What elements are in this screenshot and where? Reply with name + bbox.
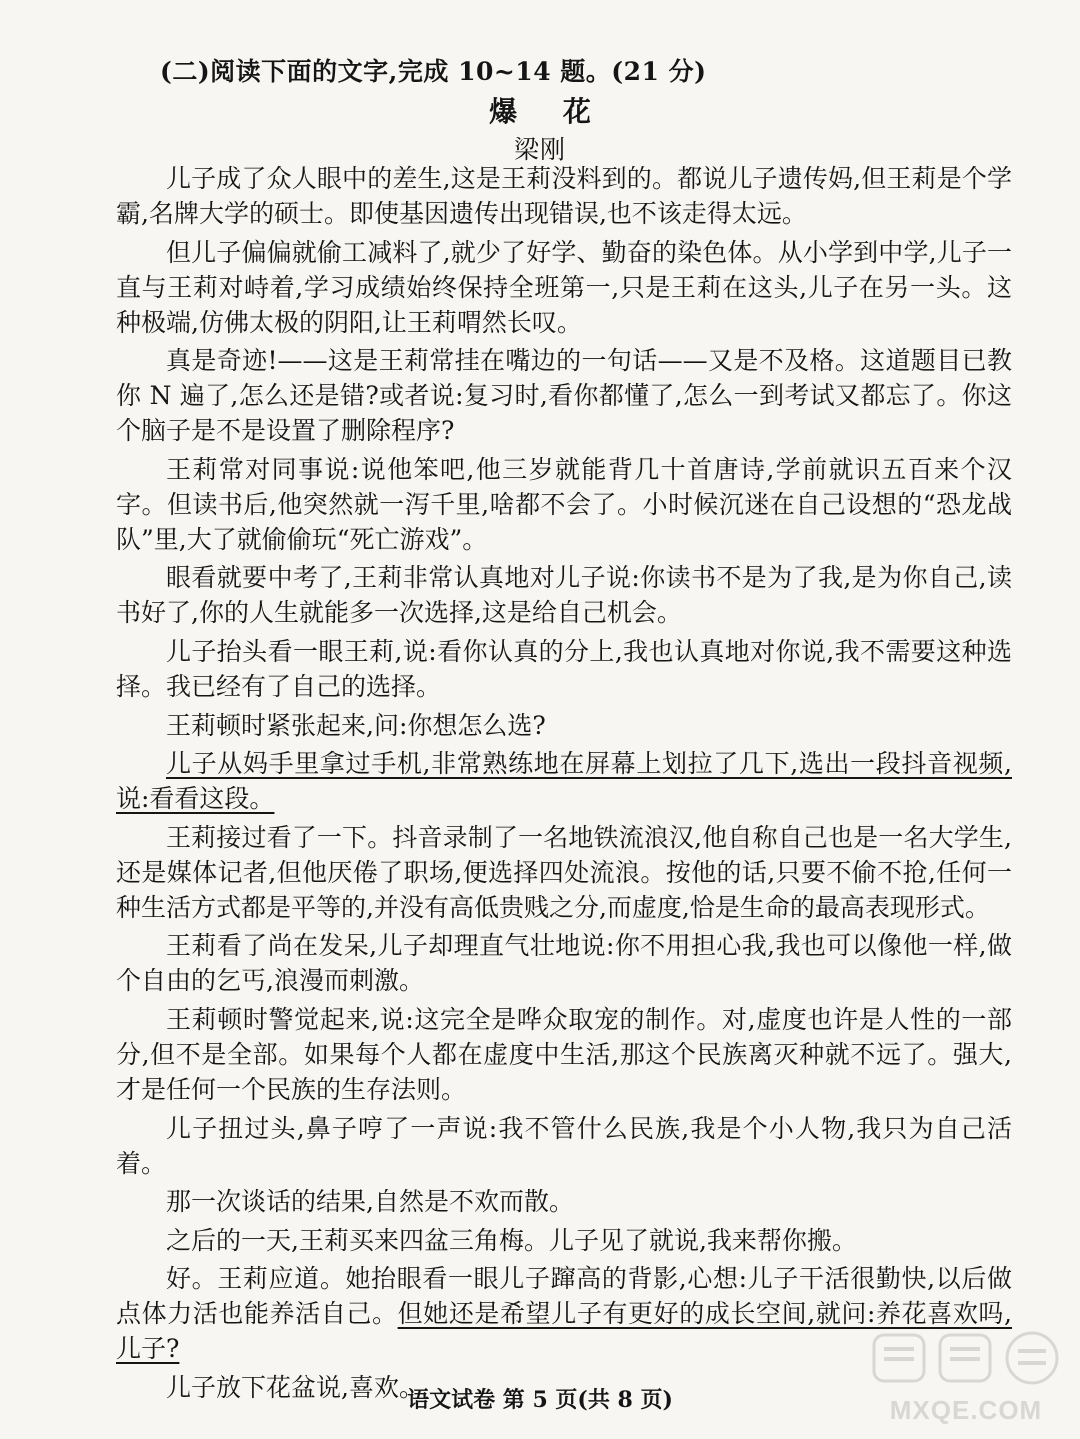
paragraph-14: 之后的一天,王莉买来四盆三角梅。儿子见了就说,我来帮你搬。 bbox=[166, 1225, 857, 1255]
paragraph-13: 那一次谈话的结果,自然是不欢而散。 bbox=[166, 1187, 574, 1217]
paragraph-11: 王莉顿时警觉起来,说:这完全是哗众取宠的制作。对,虚度也许是人性的一部分,但不是全部。如果每个人都在虚度中生活,那这个民族离灭种就不远了。强大,才是任何一个民族的生存法则。 bbox=[116, 1004, 1012, 1104]
story-body bbox=[116, 161, 1012, 1409]
paragraph-2: 但儿子偏偏就偷工减料了,就少了好学、勤奋的染色体。从小学到中学,儿子一直与王莉对峙着,学习成绩始终保持全班第一,只是王莉在这头,儿子在另一头。这种极端,仿佛太极的阴阳,让王莉喟然长叹。 bbox=[116, 237, 1012, 337]
page-footer: 语文试卷 第 5 页(共 8 页) bbox=[407, 1387, 673, 1413]
paragraph-9: 王莉接过看了一下。抖音录制了一名地铁流浪汉,他自称自己也是一名大学生,还是媒体记者,但他厌倦了职场,便选择四处流浪。按他的话,只要不偷不抢,任何一种生活方式都是平等的,并没有高低贵贱之分,而虚度,恰是生命的最高表现形式。 bbox=[116, 822, 1012, 922]
paragraph-16: 儿子放下花盆说,喜欢。 bbox=[166, 1372, 424, 1402]
watermark-logo bbox=[866, 1329, 1066, 1429]
paragraph-15-plain: 好。王莉应道。她抬眼看一眼儿子蹿高的背影,心想:儿子干活很勤快,以后做点体力活也能养活自己。 bbox=[116, 1264, 1012, 1329]
paragraph-4: 王莉常对同事说:说他笨吧,他三岁就能背几十首唐诗,学前就识五百来个汉字。但读书后,他突然就一泻千里,啥都不会了。小时候沉迷在自己设想的“恐龙战队”里,大了就偷偷玩“死亡游戏”。 bbox=[116, 454, 1012, 554]
paragraph-7: 王莉顿时紧张起来,问:你想怎么选? bbox=[166, 710, 546, 740]
story-author: 梁刚 bbox=[513, 135, 566, 164]
watermark-domain: MXQE.COM bbox=[889, 1395, 1043, 1425]
paragraph-6: 儿子抬头看一眼王莉,说:看你认真的分上,我也认真地对你说,我不需要这种选择。我已经有了自己的选择。 bbox=[116, 636, 1012, 701]
paragraph-15-underlined: 但她还是希望儿子有更好的成长空间,就问:养花喜欢吗,儿子? bbox=[116, 1299, 1012, 1364]
paragraph-12: 儿子扭过头,鼻子哼了一声说:我不管什么民族,我是个小人物,我只为自己活着。 bbox=[116, 1113, 1012, 1178]
paragraph-3: 真是奇迹!——这是王莉常挂在嘴边的一句话——又是不及格。这道题目已教你 N 遍了,怎么还是错?或者说:复习时,看你都懂了,怎么一到考试又都忘了。你这个脑子是不是设置了删除程序? bbox=[116, 346, 1012, 446]
story-title: 爆 花 bbox=[489, 95, 609, 128]
section-heading: (二)阅读下面的文字,完成 10~14 题。(21 分) bbox=[160, 57, 707, 86]
paragraph-8-underlined: 儿子从妈手里拿过手机,非常熟练地在屏幕上划拉了几下,选出一段抖音视频,说:看看这段。 bbox=[116, 749, 1012, 814]
paragraph-10: 王莉看了尚在发呆,儿子却理直气壮地说:你不用担心我,我也可以像他一样,做个自由的乞丐,浪漫而刺激。 bbox=[116, 931, 1012, 996]
paragraph-5: 眼看就要中考了,王莉非常认真地对儿子说:你读书不是为了我,是为你自己,读书好了,你的人生就能多一次选择,这是给自己机会。 bbox=[116, 563, 1012, 628]
paragraph-1: 儿子成了众人眼中的差生,这是王莉没料到的。都说儿子遗传妈,但王莉是个学霸,名牌大学的硕士。即使基因遗传出现错误,也不该走得太远。 bbox=[116, 164, 1012, 228]
